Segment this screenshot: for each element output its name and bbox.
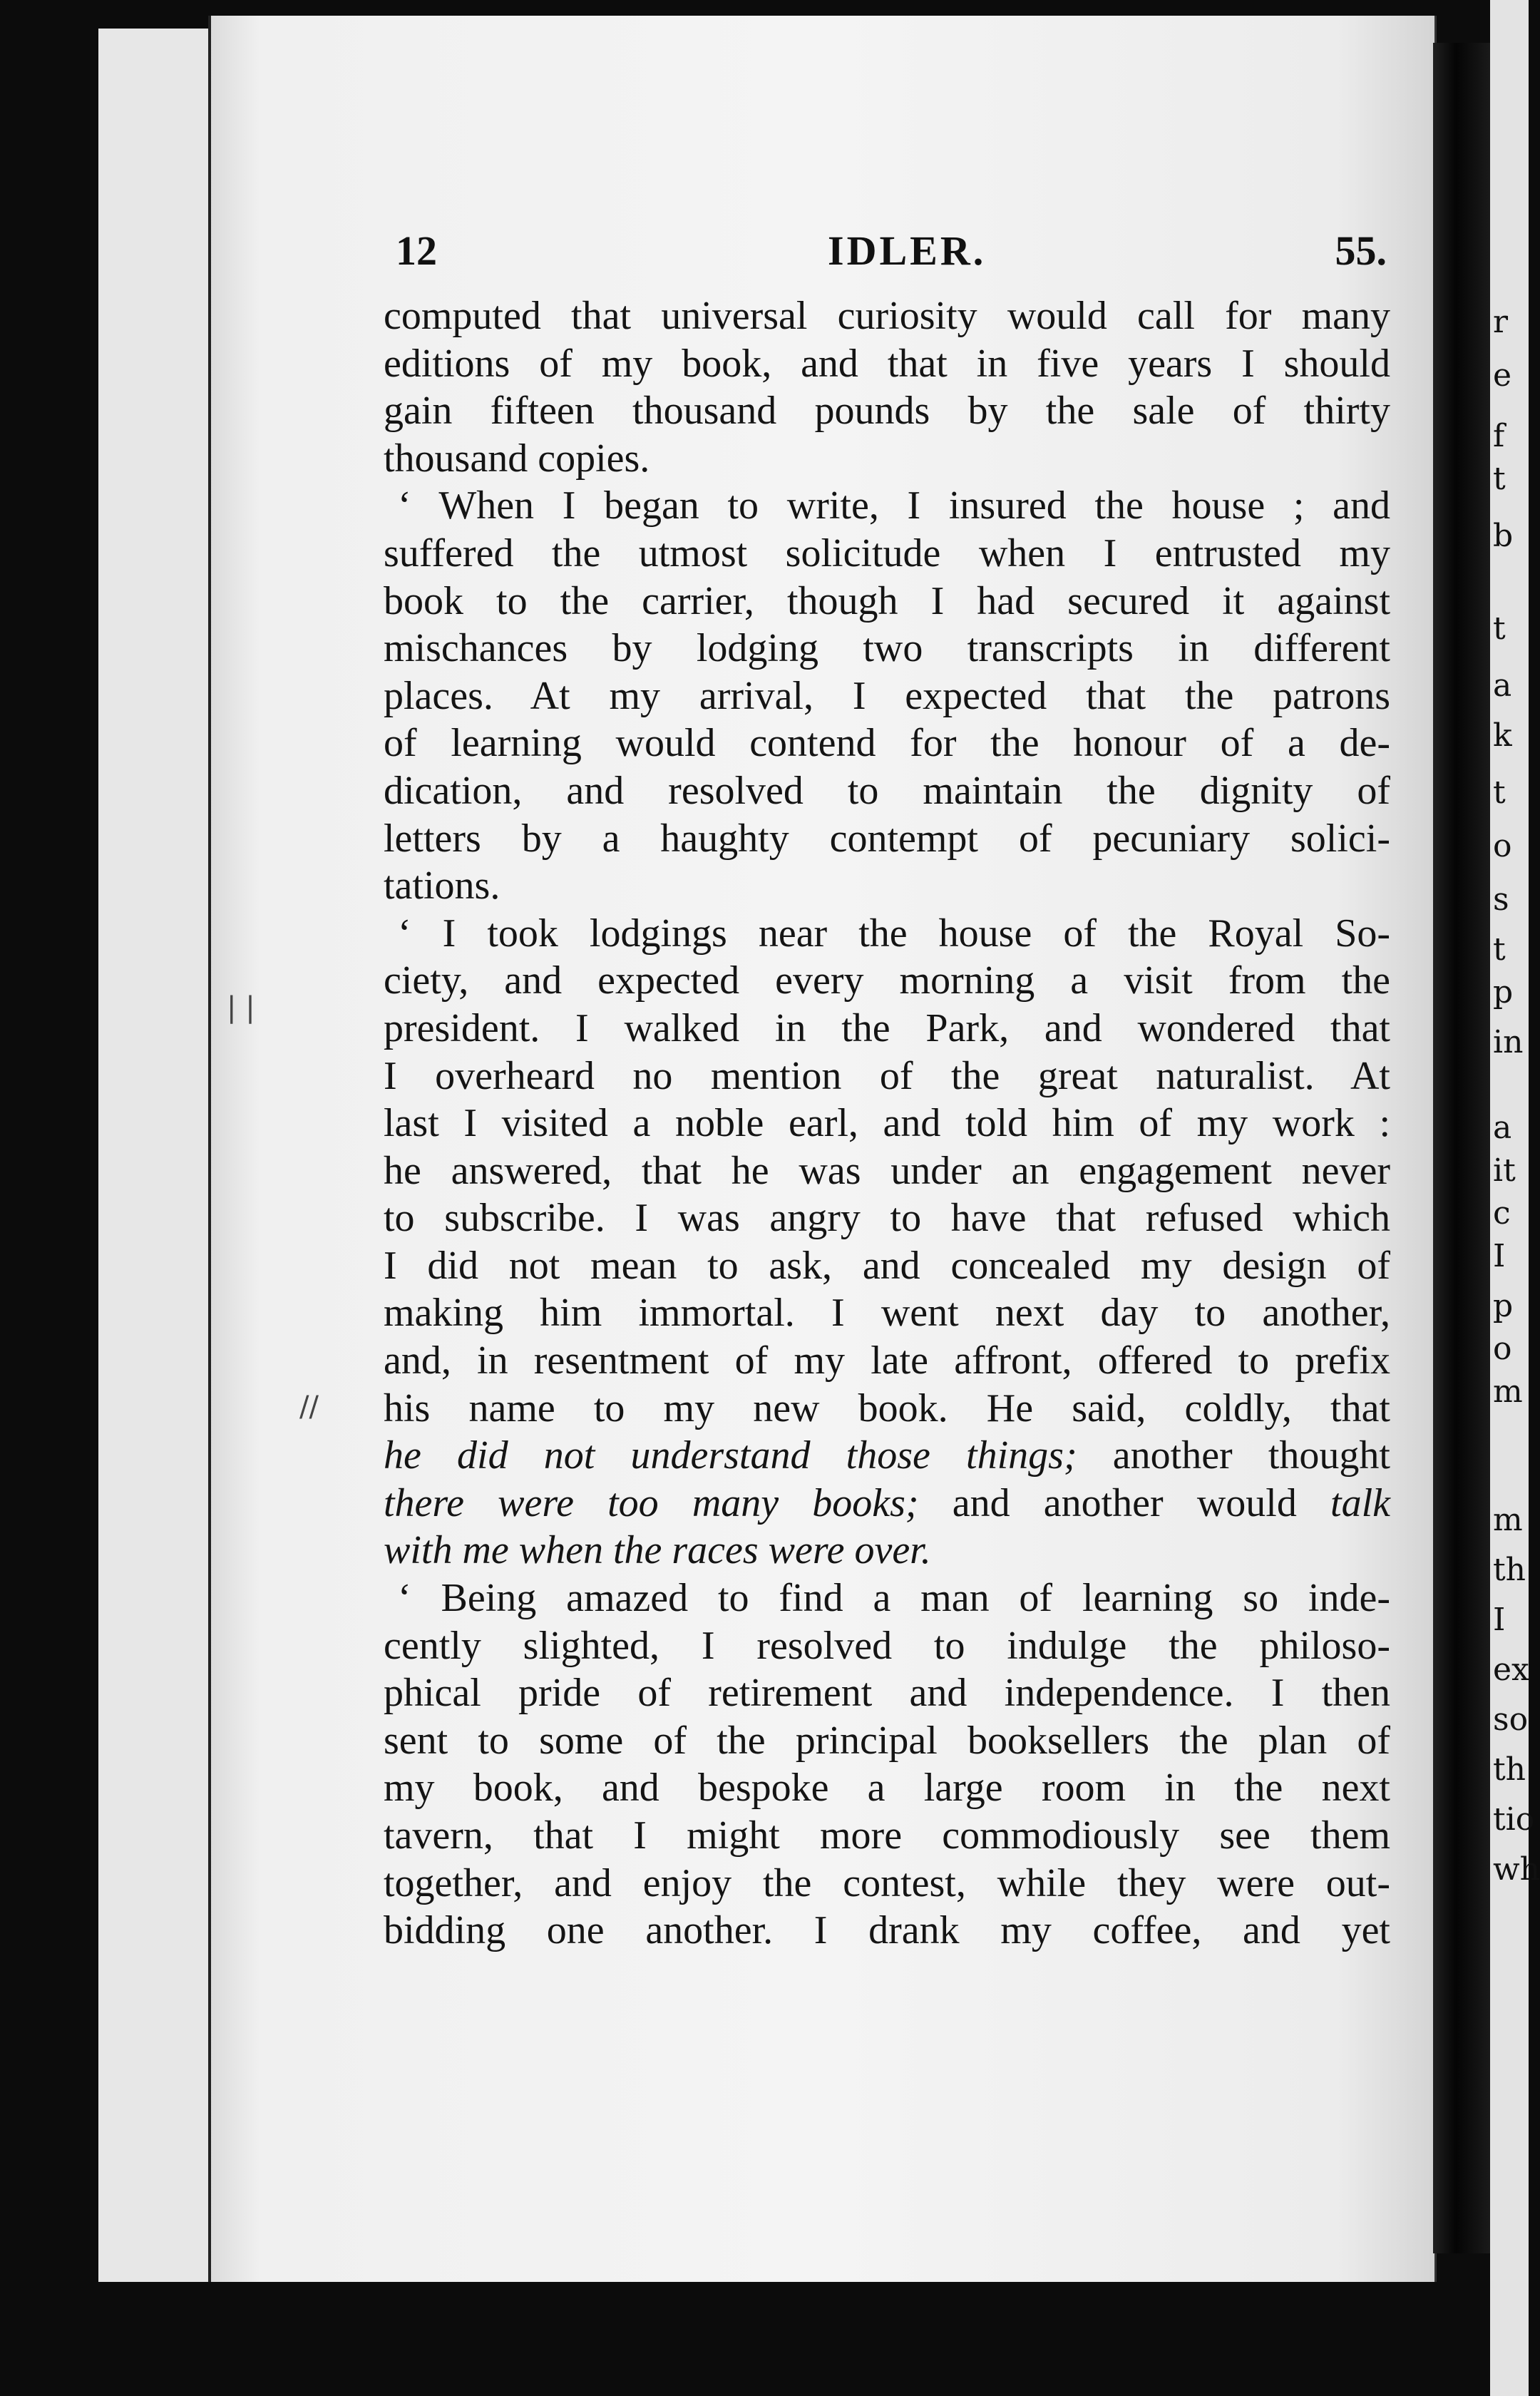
text-line: tavern, that I might more commodiously see them <box>384 1813 1390 1858</box>
text-line: ciety, and expected every morning a visit from the <box>384 958 1390 1003</box>
gutter-shadow <box>1433 43 1490 2253</box>
text-line: ‘ When I began to write, I insured the house ; and <box>398 483 1390 528</box>
text-line: bidding one another. I drank my coffee, and yet <box>384 1908 1390 1953</box>
text-line: ‘ I took lodgings near the house of the Royal So- <box>398 911 1390 956</box>
facing-page-fragment: t <box>1493 774 1506 811</box>
text-line: sent to some of the principal booksellers the plan of <box>384 1718 1390 1763</box>
facing-page-fragment: p <box>1493 974 1514 1010</box>
text-line: I overheard no mention of the great naturalist. At <box>384 1053 1390 1098</box>
text-line: president. I walked in the Park, and wondered that <box>384 1005 1390 1050</box>
running-head <box>396 227 1387 284</box>
text-line: his name to my new book. He said, coldly, that <box>384 1386 1390 1430</box>
facing-page-fragment: wh <box>1493 1851 1540 1888</box>
facing-page-fragment: a <box>1493 667 1512 704</box>
page-edge <box>181 29 212 2282</box>
facing-page-fragment: s <box>1493 881 1509 918</box>
facing-page-fragment: t <box>1493 610 1506 647</box>
facing-page-fragment: so <box>1493 1701 1529 1738</box>
facing-page-fragment: r <box>1493 304 1509 340</box>
facing-page-fragment: th <box>1493 1552 1526 1588</box>
text-line: there were too many books; and another would talk <box>384 1480 1390 1525</box>
text-line: cently slighted, I resolved to indulge the philoso- <box>384 1623 1390 1668</box>
text-line: mischances by lodging two transcripts in different <box>384 626 1390 671</box>
facing-page-fragment: ex <box>1493 1652 1529 1688</box>
text-line: he did not understand those things; another thought <box>384 1433 1390 1478</box>
text-line: my book, and bespoke a large room in the next <box>384 1766 1390 1811</box>
facing-page-fragment: k <box>1493 717 1512 754</box>
text-line: last I visited a noble earl, and told him of my work : <box>384 1101 1390 1146</box>
facing-page-fragment: in <box>1493 1024 1524 1060</box>
text-line: tations. <box>384 864 500 908</box>
text-line: and, in resentment of my late affront, offered to prefix <box>384 1338 1390 1383</box>
signature-mark: 12 <box>396 227 437 274</box>
facing-page-fragment: th <box>1493 1751 1526 1788</box>
text-line: to subscribe. I was angry to have that refused which <box>384 1196 1390 1241</box>
body-text <box>384 292 1390 1955</box>
facing-page-fragment: b <box>1493 518 1514 554</box>
facing-page-fragment: m <box>1493 1373 1523 1410</box>
margin-speck: // <box>299 1391 319 1423</box>
text-line: computed that universal curiosity would call for many <box>384 294 1390 338</box>
text-line: suffered the utmost solicitude when I entrusted my <box>384 531 1390 575</box>
text-line: of learning would contend for the honour of a de- <box>384 721 1390 766</box>
facing-page-fragment: o <box>1493 1331 1512 1367</box>
facing-page-fragment: o <box>1493 828 1512 864</box>
facing-page-fragment: t <box>1493 931 1506 968</box>
text-line: letters by a haughty contempt of pecuniary solici- <box>384 816 1390 861</box>
text-line: together, and enjoy the contest, while they were out- <box>384 1860 1390 1905</box>
page-number: 55. <box>1335 227 1387 274</box>
facing-page-fragment: p <box>1493 1288 1514 1324</box>
text-line: he answered, that he was under an engagement never <box>384 1148 1390 1193</box>
text-line: with me when the races were over. <box>384 1528 931 1573</box>
text-line: places. At my arrival, I expected that the patrons <box>384 673 1390 718</box>
facing-page-fragment: I <box>1493 1238 1506 1274</box>
text-line: phical pride of retirement and independence. I then <box>384 1671 1390 1716</box>
facing-page-fragment: tio <box>1493 1801 1535 1838</box>
text-line: editions of my book, and that in five years I should <box>384 341 1390 386</box>
text-line: I did not mean to ask, and concealed my design of <box>384 1243 1390 1288</box>
margin-speck: | | <box>227 991 255 1024</box>
text-line: thousand copies. <box>384 436 650 481</box>
facing-page-sliver <box>1490 0 1540 2396</box>
facing-page-fragment: c <box>1493 1195 1511 1232</box>
facing-page-fragment: t <box>1493 461 1506 497</box>
facing-page-fragment: m <box>1493 1502 1523 1538</box>
text-line: making him immortal. I went next day to another, <box>384 1291 1390 1336</box>
text-line: book to the carrier, though I had secured it against <box>384 578 1390 623</box>
facing-page-fragment: I <box>1493 1602 1506 1638</box>
facing-page-fragment: it <box>1493 1152 1516 1189</box>
facing-page-fragment: a <box>1493 1110 1512 1146</box>
text-line: ‘ Being amazed to find a man of learning so inde- <box>398 1576 1390 1621</box>
facing-page-fragment: f <box>1493 418 1505 454</box>
facing-page-fragment: e <box>1493 357 1512 394</box>
text-line: dication, and resolved to maintain the dignity of <box>384 768 1390 813</box>
running-title: IDLER. <box>828 227 987 274</box>
text-line: gain fifteen thousand pounds by the sale of thirty <box>384 389 1390 434</box>
